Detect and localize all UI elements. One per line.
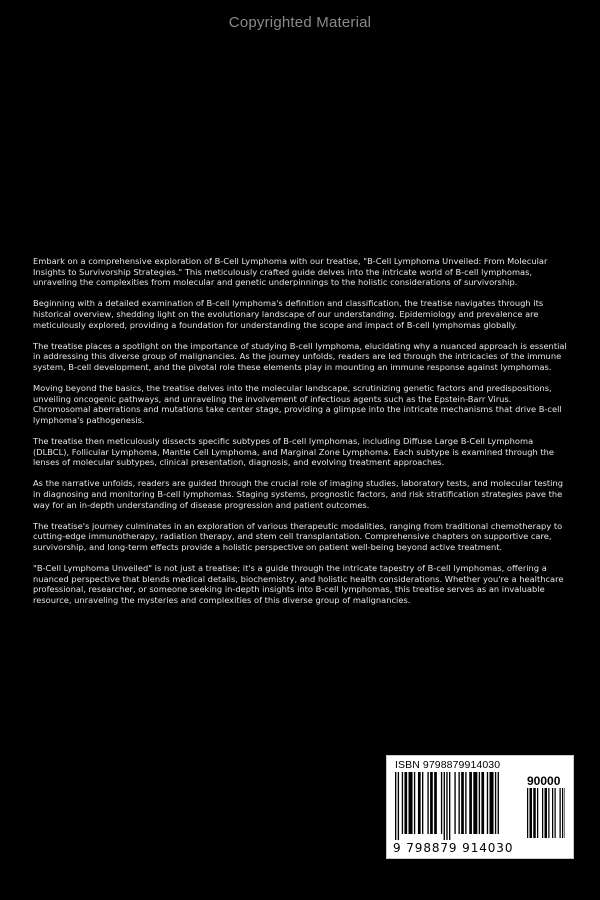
barcode-bar (530, 788, 533, 838)
back-cover-blurb (33, 256, 571, 616)
barcode-bar (560, 788, 561, 838)
barcode-bar (555, 788, 556, 838)
barcode-bar (422, 772, 423, 834)
barcode-bar (552, 788, 553, 838)
barcode-bar (490, 772, 494, 834)
blurb-paragraph: Embark on a comprehensive exploration of B-Cell Lymphoma with our treatise, "B-Cell Lymphoma Unveiled: From Molecular Insights to Survivorship Strategies." This meticulously crafted guide delves into the intricate world of B-cell lymphomas, unraveling the complexities from molecular and genetic underpinnings to the holistic considerations of survivorship. (33, 256, 548, 288)
barcode-bar (398, 772, 399, 840)
barcode-bar (548, 788, 549, 838)
barcode-bar (414, 772, 415, 834)
blurb-paragraph: The treatise places a spotlight on the importance of studying B-cell lymphoma, elucidating why a nuanced approach is essential in addressing this diverse group of malignancies. As the journey unfolds, readers are led through the intricacies of the immune system, B-cell development, and the pivotal role these elements play in mounting an immune response against lymphomas. (33, 340, 567, 372)
barcode-bar (481, 772, 484, 834)
barcode-bar (454, 772, 455, 834)
barcode-bar (545, 788, 548, 838)
barcode-bar (402, 772, 403, 834)
addon-bars (527, 788, 565, 840)
barcode-bar (395, 772, 396, 840)
barcode-price-code: 90000 (527, 774, 561, 788)
barcode-bar (495, 772, 496, 834)
barcode-bar (404, 772, 407, 834)
barcode-bar (430, 772, 433, 834)
barcode-bar (487, 772, 488, 834)
barcode-bar (427, 772, 428, 834)
barcode-bar (446, 772, 447, 840)
barcode-bar (562, 788, 563, 838)
barcode-bar (527, 788, 528, 838)
barcode-bar (458, 772, 459, 834)
barcode-bar (537, 788, 538, 838)
barcode-bar (409, 772, 413, 834)
barcode-bar (479, 772, 480, 834)
blurb-paragraph: "B-Cell Lymphoma Unveiled" is not just a treatise; it's a guide through the intricate tapestry of B-cell lymphomas, offering a nuanced perspective that blends medical details, biochemistry, and holistic health considerations. Whether you're a healthcare professional, researcher, or someone seeking in-depth insights into B-cell lymphomas, this treatise serves as an invaluable resource, unraveling the mysteries and complexities of this diverse group of malignancies. (33, 563, 564, 605)
copyright-watermark-top: Copyrighted Material (228, 14, 372, 31)
blurb-paragraph: Beginning with a detailed examination of B-cell lymphoma's definition and classification, the treatise navigates through its historical overview, shedding light on the evolutionary landscape of our understanding. Epidemiology and prevalence are meticulously explored, providing a foundation for understanding the scope and impact of B-cell lymphomas globally. (33, 298, 544, 330)
blurb-paragraph: Moving beyond the basics, the treatise delves into the molecular landscape, scrutinizing genetic factors and predispositions, unveiling oncogenic pathways, and unraveling the involvement of infectious agents such as the Epstein-Barr Virus. Chromosomal aberrations and mutations take center stage, providing a glimpse into the intricate mechanisms that drive B-cell lymphoma's pathogenesis. (33, 383, 562, 425)
blurb-paragraph: The treatise's journey culminates in an exploration of various therapeutic modalities, ranging from traditional chemotherapy to cutting-edge immunotherapy, radiation therapy, and stem cell transplantation. Comprehensive chapters on supportive care, survivorship, and long-term effects provide a holistic perspective on patient well-being beyond active treatment. (33, 520, 563, 553)
barcode-bar (461, 772, 464, 834)
isbn-digits: 9 798879 914030 (393, 841, 514, 855)
barcode-bar (418, 772, 421, 834)
barcode-bar (469, 772, 472, 834)
barcode-bar (498, 772, 499, 834)
barcode-bar (465, 772, 466, 834)
barcode-bar (444, 772, 445, 840)
isbn-label: ISBN 9798879914030 (395, 759, 501, 771)
ean13-bars (395, 772, 523, 840)
barcode-bar (434, 772, 437, 834)
blurb-paragraph: The treatise then meticulously dissects specific subtypes of B-cell lymphomas, including Diffuse Large B-Cell Lymphoma (DLBCL), Follicular Lymphoma, Mantle Cell Lymphoma, and Marginal Zone Lymphoma. Each subtype is examined through the lenses of molecular subtypes, clinical presentation, diagnosis, and evolving treatment approaches. (33, 436, 554, 468)
barcode-bar (441, 772, 442, 834)
isbn-barcode (386, 755, 574, 859)
barcode-bar (533, 788, 536, 838)
barcode-bar (473, 772, 477, 834)
barcode-bar (449, 772, 450, 840)
barcode-bar (565, 788, 566, 838)
barcode-bar (542, 788, 543, 838)
blurb-paragraph: As the narrative unfolds, readers are guided through the crucial role of imaging studies, laboratory tests, and molecular testing in diagnosing and monitoring B-cell lymphomas. Staging systems, prognostic factors, and risk stratification strategies pave the way for an in-depth understanding of disease progression and patient outcomes. (33, 478, 564, 510)
